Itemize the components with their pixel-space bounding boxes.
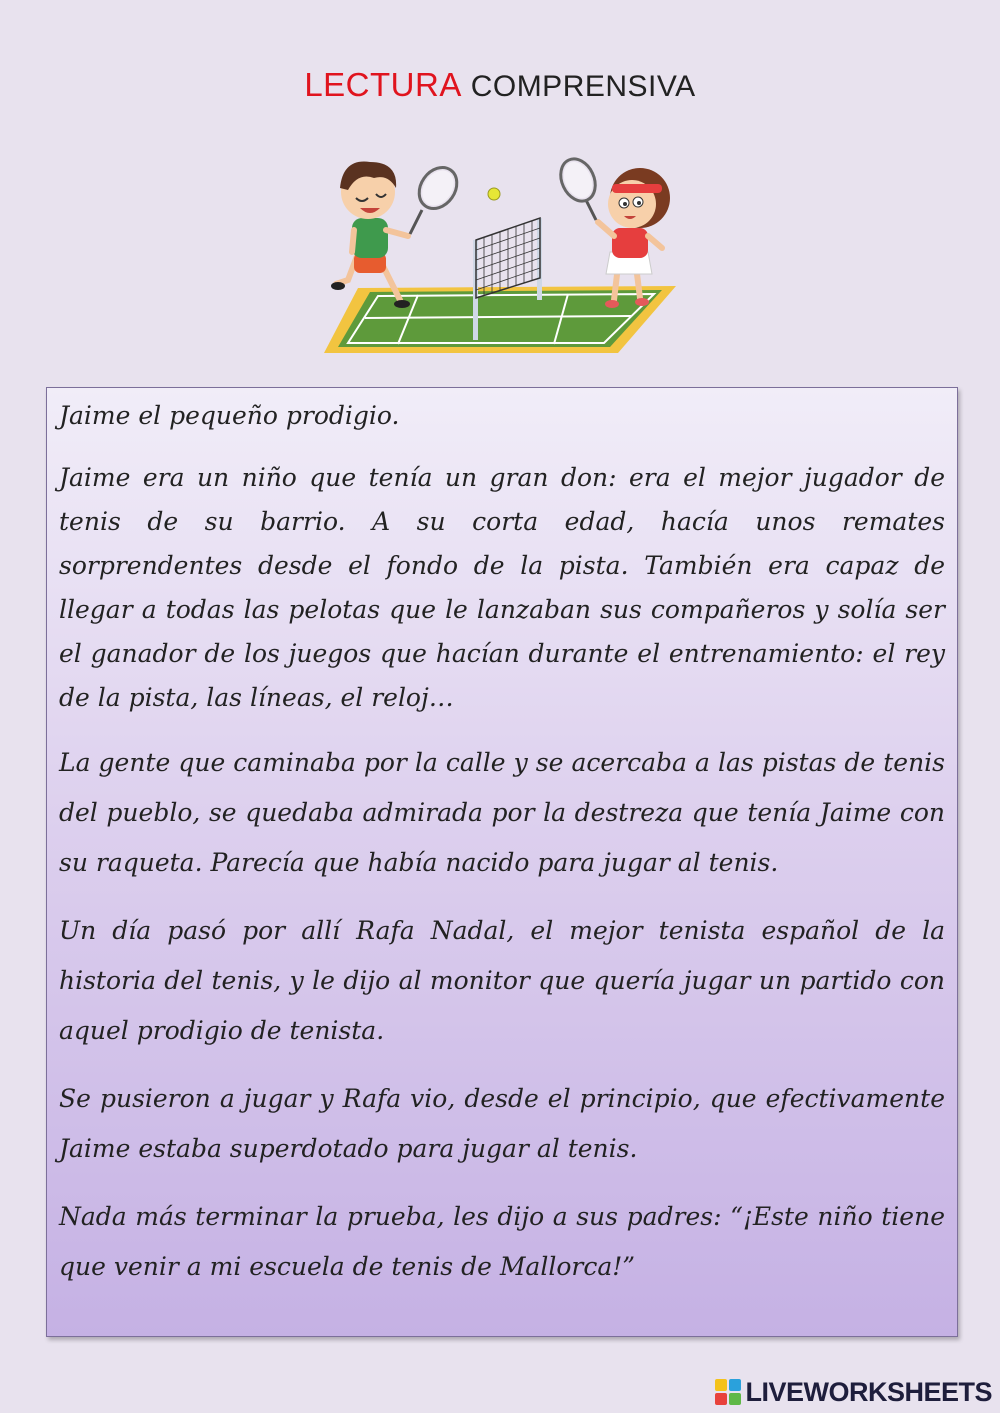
reading-text-box <box>46 387 958 1337</box>
story-paragraph-3: Un día pasó por allí Rafa Nadal, el mejor tenista español de la historia del tenis, y le dijo al monitor que quería jugar un partido con aquel prodigio de tenista. <box>59 916 945 1045</box>
tennis-ball <box>488 188 500 200</box>
logo-cell-icon <box>729 1393 741 1405</box>
logo-grid-icon <box>715 1379 741 1405</box>
logo-cell-icon <box>715 1379 727 1391</box>
story-paragraph-1: Jaime era un niño que tenía un gran don: era el mejor jugador de tenis de su barrio. A su corta edad, hacía unos remates sorprendentes desde el fondo de la pista. También era capaz de llegar a todas las pelotas que le lanzaban sus compañeros y solía ser el ganador de los juegos que hacían durante el entrenamiento: el rey de la pista, las líneas, el reloj… <box>59 463 945 712</box>
page-title <box>0 66 1000 104</box>
girl-right <box>554 153 670 308</box>
story-paragraph-5: Nada más terminar la prueba, les dijo a sus padres: “¡Este niño tiene que venir a mi escuela de tenis de Mallorca!” <box>59 1202 945 1281</box>
logo-cell-icon <box>729 1379 741 1391</box>
logo-text: LIVEWORKSHEETS <box>745 1376 992 1407</box>
page-title-rest: COMPRENSIVA <box>470 70 696 103</box>
story-title: Jaime el pequeño prodigio. <box>59 401 400 430</box>
liveworksheets-logo <box>715 1377 992 1407</box>
story-paragraph-2: La gente que caminaba por la calle y se acercaba a las pistas de tenis del pueblo, se quedaba admirada por la destreza que tenía Jaime con su raqueta. Parecía que había nacido para jugar al tenis. <box>59 748 945 877</box>
logo-cell-icon <box>715 1393 727 1405</box>
tennis-kids-illustration <box>318 148 688 358</box>
boy-left <box>331 160 465 308</box>
page-title-highlight: LECTURA <box>304 66 462 103</box>
story-paragraph-4: Se pusieron a jugar y Rafa vio, desde el principio, que efectivamente Jaime estaba superdotado para jugar al tenis. <box>59 1084 945 1163</box>
